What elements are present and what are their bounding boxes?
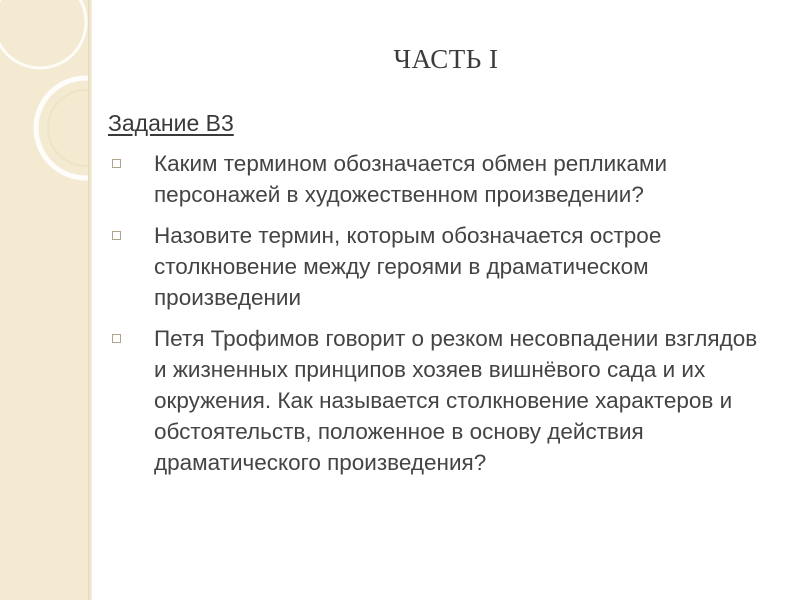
square-bullet-icon [112,334,121,343]
square-bullet-icon [112,231,121,240]
side-divider [88,0,92,600]
question-list [110,148,770,488]
question-item [110,220,770,313]
question-text: Петя Трофимов говорит о резком несовпадении взглядов и жизненных принципов хозяев вишнёвого сада и их окружения. Как называется столкновение характеров и обстоятельств, положенное в основу действия драматического произведения? [154,326,758,475]
question-text: Назовите термин, которым обозначается острое столкновение между героями в драматическом произведении [154,223,662,310]
decorative-ring-middle [36,78,88,178]
decorative-side-panel [0,0,88,600]
question-item [110,323,770,478]
task-heading: Задание В3 [108,110,234,136]
square-bullet-icon [112,159,121,168]
decorative-rings-graphic [0,0,88,600]
question-text: Каким термином обозначается обмен репликами персонажей в художественном произведении? [154,151,668,207]
question-item [110,148,770,210]
decorative-ring-top [0,0,86,68]
slide-title: ЧАСТЬ I [393,44,499,74]
decorative-ring-inner [48,90,88,166]
